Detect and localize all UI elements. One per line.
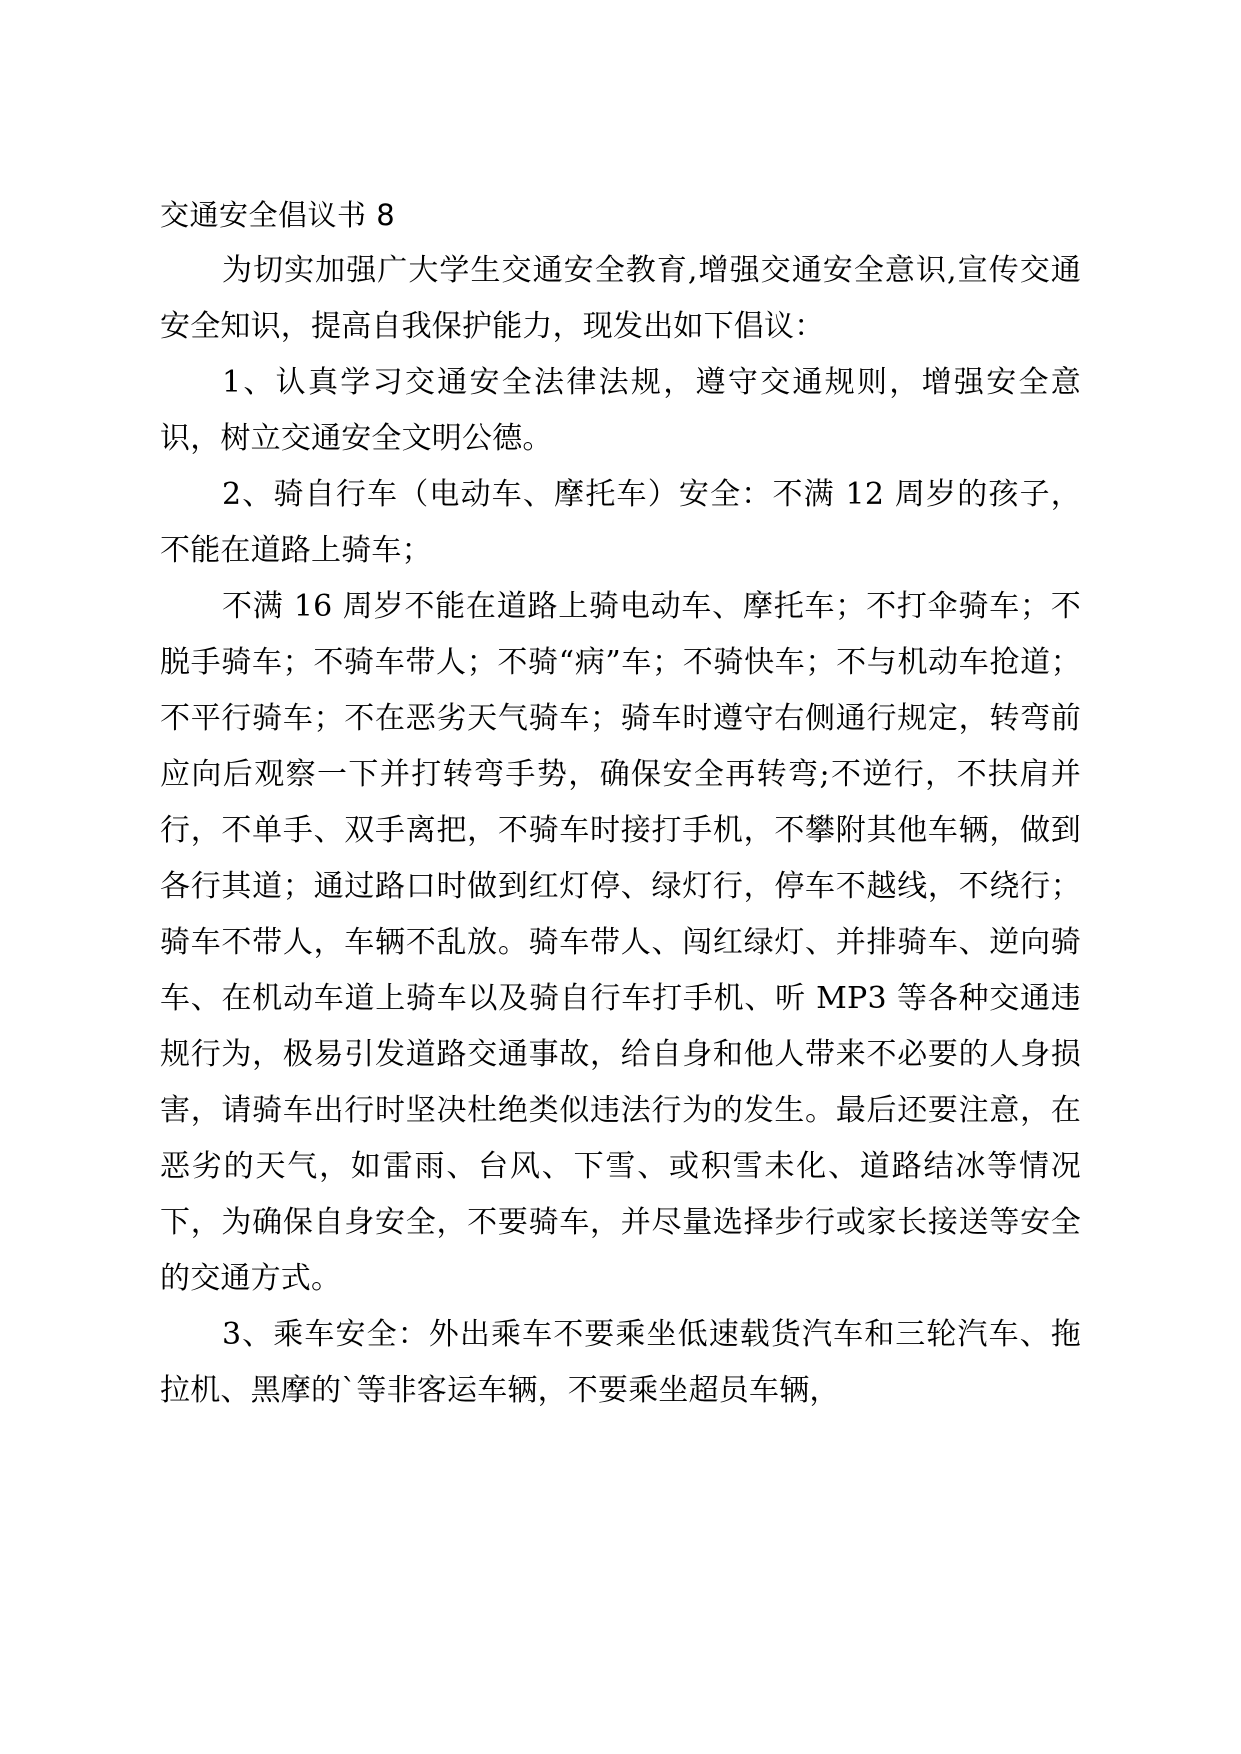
page-title: 交通安全倡议书 8 <box>160 198 396 232</box>
paragraph-item-1: 1、认真学习交通安全法律法规，遵守交通规则，增强安全意识，树立交通安全文明公德。 <box>160 365 1081 457</box>
paragraph-item-2: 2、骑自行车（电动车、摩托车）安全：不满 12 周岁的孩子，不能在道路上骑车； <box>160 477 1081 569</box>
paragraph-intro: 为切实加强广大学生交通安全教育,增强交通安全意识,宣传交通安全知识，提高自我保护能力，现发出如下倡议： <box>160 253 1081 345</box>
paragraph-item-2-continued: 不满 16 周岁不能在道路上骑电动车、摩托车；不打伞骑车；不脱手骑车；不骑车带人；不骑“病”车；不骑快车；不与机动车抢道；不平行骑车；不在恶劣天气骑车；骑车时遵守右侧通行规定，转弯前应向后观察一下并打转弯手势，确保安全再转弯;不逆行，不扶肩并行，不单手、双手离把，不骑车时接打手机，不攀附其他车辆，做到各行其道；通过路口时做到红灯停、绿灯行，停车不越线，不绕行；骑车不带人，车辆不乱放。骑车带人、闯红绿灯、并排骑车、逆向骑车、在机动车道上骑车以及骑自行车打手机、听 MP3 等各种交通违规行为，极易引发道路交通事故，给自身和他人带来不必要的人身损害，请骑车出行时坚决杜绝类似违法行为的发生。最后还要注意，在恶劣的天气，如雷雨、台风、下雪、或积雪未化、道路结冰等情况下，为确保自身安全，不要骑车，并尽量选择步行或家长接送等安全的交通方式。 <box>160 589 1081 1297</box>
paragraph-item-3: 3、乘车安全：外出乘车不要乘坐低速载货汽车和三轮汽车、拖拉机、黑摩的`等非客运车辆，不要乘坐超员车辆， <box>160 1317 1081 1409</box>
